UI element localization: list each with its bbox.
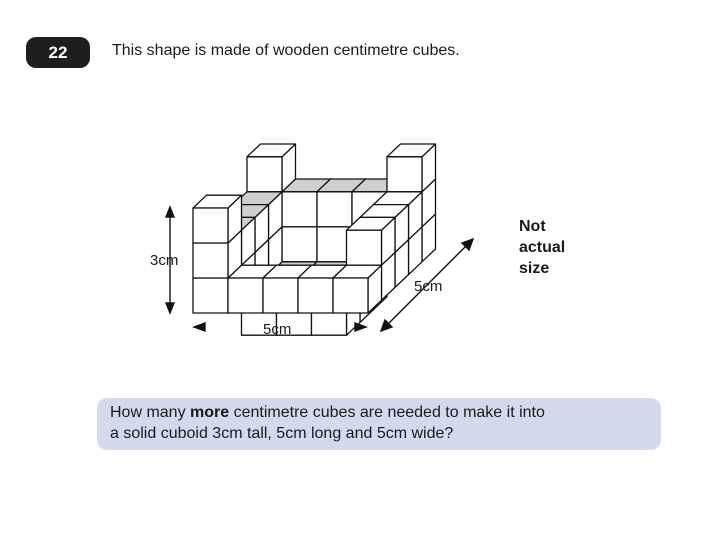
- cube-front-face: [247, 157, 282, 192]
- cube-front-face: [298, 278, 333, 313]
- cube-front-face: [282, 192, 317, 227]
- prompt-line-1: How many more centimetre cubes are needed to make it into: [110, 404, 545, 421]
- question-number-badge: 22: [26, 37, 90, 68]
- note-line-3: size: [519, 260, 550, 277]
- height-label: 3cm: [150, 252, 179, 269]
- cube-front-face: [228, 278, 263, 313]
- cube-front-face: [193, 243, 228, 278]
- cube-front-face: [387, 157, 422, 192]
- cube-structure: [193, 144, 436, 335]
- length-label: 5cm: [263, 321, 292, 338]
- cube-front-face: [193, 278, 228, 313]
- prompt-line-2: a solid cuboid 3cm tall, 5cm long and 5cm wide?: [110, 425, 454, 442]
- cube-front-face: [263, 278, 298, 313]
- question-intro-text: This shape is made of wooden centimetre cubes.: [112, 42, 460, 59]
- cube-front-face: [193, 208, 228, 243]
- note-line-1: Not: [519, 218, 546, 235]
- cube-front-face: [317, 192, 352, 227]
- prompt-emphasis: more: [190, 404, 230, 421]
- note-line-2: actual: [519, 239, 566, 256]
- depth-label: 5cm: [414, 278, 443, 295]
- not-actual-size-note: [519, 216, 599, 279]
- question-prompt-box: [97, 398, 661, 450]
- cube-front-face: [347, 230, 382, 265]
- cube-front-face: [333, 278, 368, 313]
- cube-front-face: [282, 227, 317, 262]
